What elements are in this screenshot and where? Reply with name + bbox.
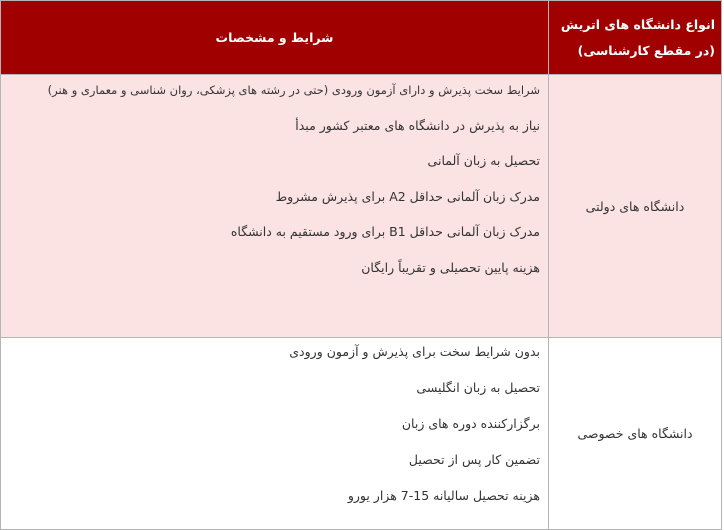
header-university-type [549,1,722,75]
private-university-type: دانشگاه های خصوصی [549,338,722,530]
condition-item: هزینه پایین تحصیلی و تقریباً رایگان [361,259,540,275]
condition-item: مدرک زبان آلمانی حداقل A2 برای پذیرش مشروط [275,188,540,204]
table-header-row [1,1,722,75]
condition-item: مدرک زبان آلمانی حداقل B1 برای ورود مستقیم به دانشگاه [230,224,540,239]
condition-item: برگزارکننده دوره های زبان [401,416,540,431]
condition-item: نیاز به پذیرش در دانشگاه های معتبر کشور مبدأ [295,117,540,133]
table-row-private [1,338,722,530]
condition-item: تضمین کار پس از تحصیل [408,452,540,467]
header-type-line2: (در مقطع کارشناسی) [577,42,715,58]
header-type-line1: انواع دانشگاه های اتریش [560,16,715,32]
condition-item: تحصیل به زبان انگلیسی [416,380,540,395]
condition-item: تحصیل به زبان آلمانی [427,153,540,168]
condition-item: شرایط سخت پذیرش و دارای آزمون ورودی (حتی در رشته های پزشکی، روان شناسی و معماری و هنر) [47,83,540,97]
private-conditions-cell [1,338,549,530]
public-university-type: دانشگاه های دولتی [549,75,722,338]
public-conditions-cell [1,75,549,338]
table-row-public [1,75,722,338]
condition-item: بدون شرایط سخت برای پذیرش و آزمون ورودی [289,344,540,359]
header-conditions: شرایط و مشخصات [1,1,549,75]
condition-item: هزینه تحصیل سالیانه 15-7 هزار یورو [347,488,540,503]
